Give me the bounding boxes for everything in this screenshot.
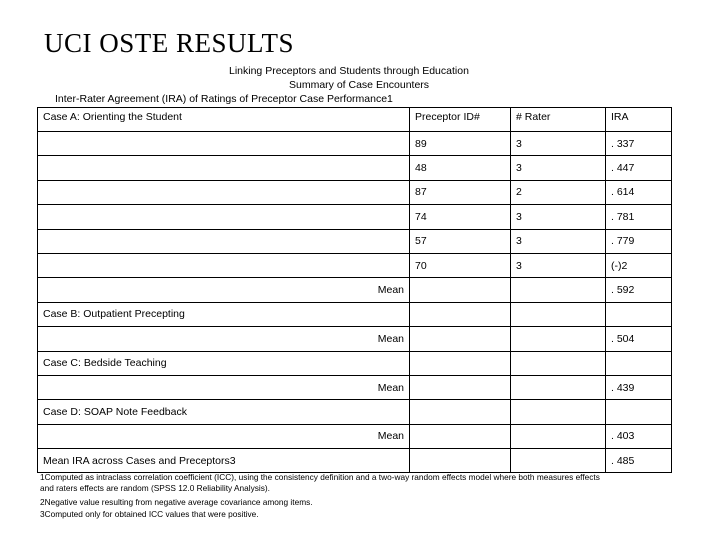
raters-cell: 2 xyxy=(511,180,606,204)
case-b-mean-value: . 504 xyxy=(606,327,672,351)
table-row xyxy=(38,253,672,277)
table-header-row xyxy=(38,108,672,132)
ira-cell: . 781 xyxy=(606,205,672,229)
overall-mean-label: Mean IRA across Cases and Preceptors3 xyxy=(38,449,410,473)
case-b-mean-row xyxy=(38,327,672,351)
ira-cell: . 779 xyxy=(606,229,672,253)
preceptor-id-cell: 48 xyxy=(410,156,511,180)
case-d-label: Case D: SOAP Note Feedback xyxy=(38,400,410,424)
page-title: UCI OSTE RESULTS xyxy=(44,28,295,58)
overall-mean-row xyxy=(38,449,672,473)
raters-cell: 3 xyxy=(511,229,606,253)
case-d-mean-row xyxy=(38,424,672,448)
overall-mean-value: . 485 xyxy=(606,449,672,473)
case-b-label-row xyxy=(38,302,672,326)
subtitle-line-2: Summary of Case Encounters xyxy=(289,79,430,91)
preceptor-id-cell: 70 xyxy=(410,253,511,277)
preceptor-id-cell: 89 xyxy=(410,132,511,156)
preceptor-id-cell: 74 xyxy=(410,205,511,229)
case-d-label-row xyxy=(38,400,672,424)
case-a-mean-value: . 592 xyxy=(606,278,672,302)
subtitle-line-3: Inter-Rater Agreement (IRA) of Ratings of Preceptor Case Performance1 xyxy=(55,93,393,105)
ira-cell: (-)2 xyxy=(606,253,672,277)
header-raters: # Rater xyxy=(511,108,606,132)
footnote-1-continued: and raters effects are random (SPSS 12.0 Reliability Analysis). xyxy=(40,483,270,493)
results-table xyxy=(37,107,672,473)
preceptor-id-cell: 87 xyxy=(410,180,511,204)
case-c-mean-row xyxy=(38,375,672,399)
preceptor-id-cell: 57 xyxy=(410,229,511,253)
case-c-label-row xyxy=(38,351,672,375)
raters-cell: 3 xyxy=(511,156,606,180)
table-row xyxy=(38,156,672,180)
mean-label: Mean xyxy=(38,424,410,448)
case-b-label: Case B: Outpatient Precepting xyxy=(38,302,410,326)
header-preceptor-id: Preceptor ID# xyxy=(410,108,511,132)
mean-label: Mean xyxy=(38,375,410,399)
table-row xyxy=(38,180,672,204)
ira-cell: . 614 xyxy=(606,180,672,204)
case-c-label: Case C: Bedside Teaching xyxy=(38,351,410,375)
mean-label: Mean xyxy=(38,327,410,351)
raters-cell: 3 xyxy=(511,132,606,156)
ira-cell: . 337 xyxy=(606,132,672,156)
raters-cell: 3 xyxy=(511,253,606,277)
table-row xyxy=(38,205,672,229)
ira-cell: . 447 xyxy=(606,156,672,180)
case-a-label: Case A: Orienting the Student xyxy=(38,108,410,132)
subtitle-line-1: Linking Preceptors and Students through Education xyxy=(229,65,469,77)
footnote-1: 1Computed as intraclass correlation coefficient (ICC), using the consistency definition and a two-way random effects model where both measures effects xyxy=(40,472,600,482)
table-row xyxy=(38,132,672,156)
header-ira: IRA xyxy=(606,108,672,132)
footnote-2: 2Negative value resulting from negative average covariance among items. xyxy=(40,497,313,507)
raters-cell: 3 xyxy=(511,205,606,229)
case-c-mean-value: . 439 xyxy=(606,375,672,399)
mean-label: Mean xyxy=(38,278,410,302)
case-d-mean-value: . 403 xyxy=(606,424,672,448)
footnote-3: 3Computed only for obtained ICC values that were positive. xyxy=(40,509,259,519)
case-a-mean-row xyxy=(38,278,672,302)
table-row xyxy=(38,229,672,253)
